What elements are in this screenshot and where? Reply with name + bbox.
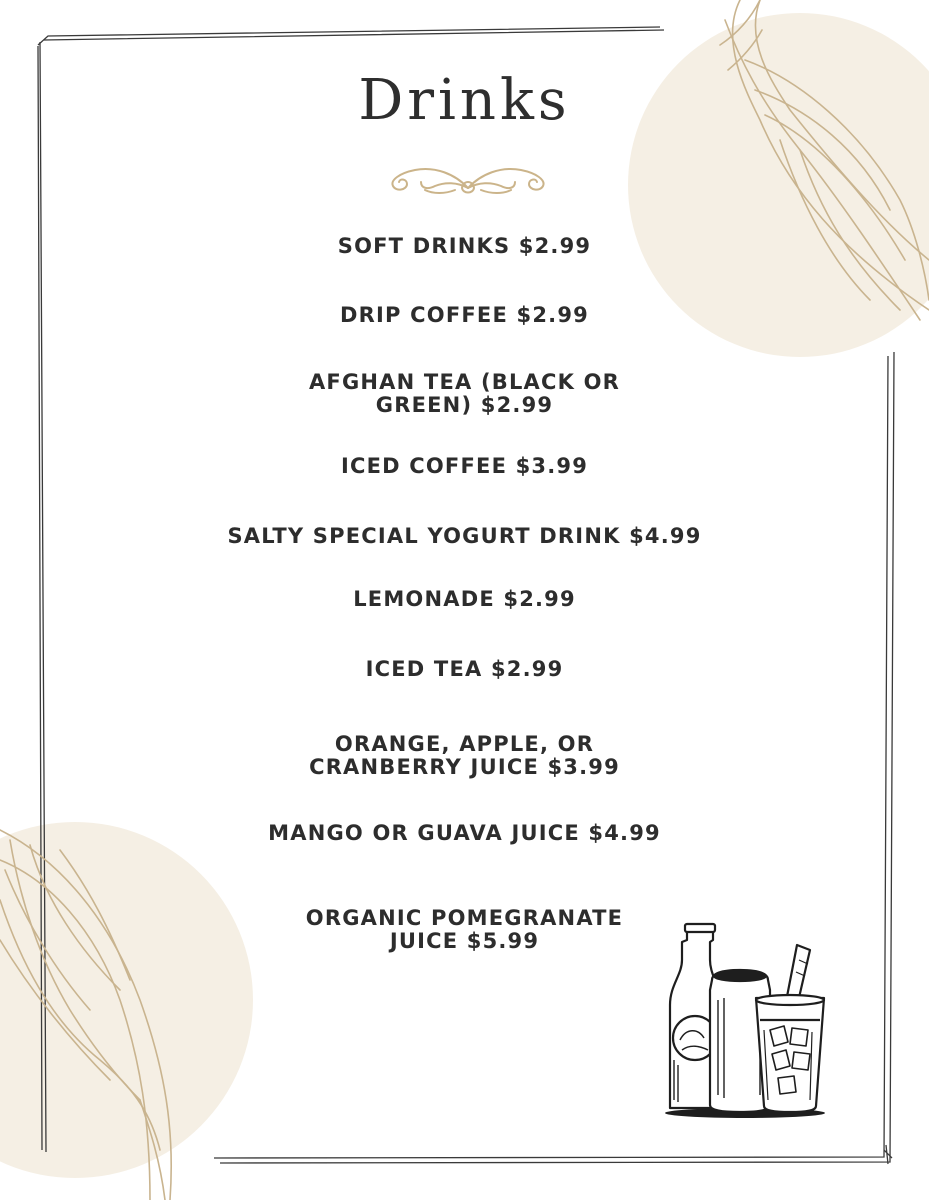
menu-item-drip-coffee [0,304,929,327]
bottle-can-glass-illustration-icon [660,920,830,1125]
menu-item-iced-coffee [0,455,929,478]
menu-item-soft-drinks [0,235,929,258]
menu-item-juice [0,733,929,779]
menu-item-text: CRANBERRY JUICE $3.99 [309,755,620,779]
menu-item-text: ICED TEA $2.99 [365,657,564,681]
menu-item-text: ORGANIC POMEGRANATE [305,906,624,930]
menu-item-text: SOFT DRINKS $2.99 [337,234,592,258]
menu-item-afghan-tea [0,371,929,417]
menu-item-text: LEMONADE $2.99 [353,587,576,611]
menu-item-yogurt-drink [0,525,929,548]
menu-item-text: JUICE $5.99 [389,929,540,953]
menu-item-text: DRIP COFFEE $2.99 [340,303,589,327]
menu-item-text: MANGO OR GUAVA JUICE $4.99 [268,821,661,845]
menu-item-text: SALTY SPECIAL YOGURT DRINK $4.99 [227,524,702,548]
menu-item-text: ICED COFFEE $3.99 [340,454,589,478]
menu-item-iced-tea [0,658,929,681]
menu-item-text: ORANGE, APPLE, OR [334,732,595,756]
menu-item-mango-guava [0,822,929,845]
menu-title: Drinks [358,68,571,133]
menu-item-text: AFGHAN TEA (BLACK OR [308,370,621,394]
menu-item-lemonade [0,588,929,611]
menu-item-text: GREEN) $2.99 [375,393,554,417]
